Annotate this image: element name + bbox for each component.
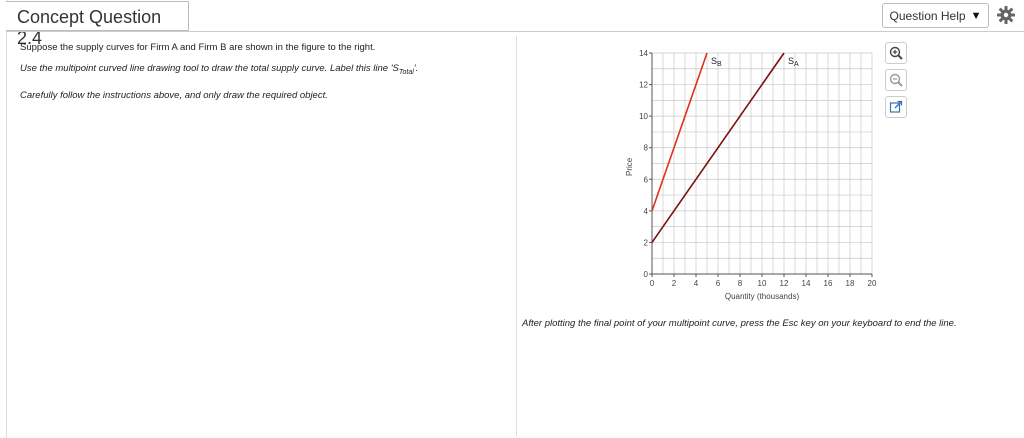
x-tick-label: 12 (779, 279, 789, 288)
x-tick-label: 4 (693, 279, 699, 288)
x-tick-label: 6 (715, 279, 721, 288)
gear-icon[interactable] (996, 5, 1016, 25)
header-divider (6, 31, 1024, 32)
y-tick-label: 10 (639, 112, 648, 122)
left-edge (0, 0, 7, 438)
page-title: Concept Question 2.4 (17, 7, 162, 48)
curve-b-label-sub: B (717, 61, 722, 68)
x-tick-labels (650, 274, 877, 288)
x-tick-label: 0 (649, 279, 655, 288)
curve-a-label-sub: A (794, 61, 799, 68)
curve-b-label-main: S (711, 56, 718, 66)
instruction-line-2-prefix: Use the multipoint curved line drawing tool to draw the total supply curve. Label this line 'S (20, 63, 399, 74)
curve-a-label-main: S (788, 56, 795, 66)
x-tick-label: 10 (757, 279, 767, 288)
x-tick-label: 20 (867, 279, 877, 288)
zoom-in-icon (889, 46, 903, 60)
instruction-line-1: Suppose the supply curves for Firm A and Firm B are shown in the figure to the right. (20, 42, 376, 53)
external-link-icon (889, 100, 903, 114)
zoom-out-button[interactable] (885, 69, 907, 91)
instruction-line-2-sub: Total (398, 68, 414, 76)
dropdown-arrow-icon: ▼ (970, 9, 982, 22)
x-tick-label: 14 (801, 279, 811, 288)
x-axis-label: Quantity (thousands) (724, 292, 800, 301)
x-tick-label: 18 (845, 279, 855, 288)
instruction-line-2 (20, 63, 418, 76)
x-tick-label: 8 (737, 279, 743, 288)
question-help-label: Question Help (889, 8, 966, 23)
y-axis-label: Price (625, 157, 634, 176)
panel-divider (516, 36, 517, 436)
expand-button[interactable] (885, 96, 907, 118)
y-tick-label: 2 (643, 238, 648, 248)
zoom-in-button[interactable] (885, 42, 907, 64)
supply-chart[interactable] (610, 40, 885, 305)
y-tick-label: 14 (639, 49, 648, 58)
title-box (6, 1, 189, 48)
zoom-out-icon (889, 73, 903, 87)
y-tick-label: 4 (643, 206, 648, 216)
x-tick-label: 16 (823, 279, 833, 288)
curve-b-label (711, 56, 722, 68)
y-tick-label: 0 (643, 270, 648, 279)
y-tick-labels (639, 49, 652, 279)
instruction-line-2-suffix: '. (413, 63, 419, 74)
question-help-button[interactable] (882, 3, 989, 28)
esc-instruction: After plotting the final point of your multipoint curve, press the Esc key on your keyboard to end the line. (522, 318, 957, 329)
y-tick-label: 8 (643, 143, 648, 153)
y-tick-label: 6 (643, 175, 648, 185)
chart-grid (652, 53, 872, 274)
instruction-line-3: Carefully follow the instructions above, and only draw the required object. (20, 90, 328, 101)
y-tick-label: 12 (639, 80, 648, 90)
x-tick-label: 2 (671, 279, 677, 288)
curve-a-label (788, 56, 799, 68)
